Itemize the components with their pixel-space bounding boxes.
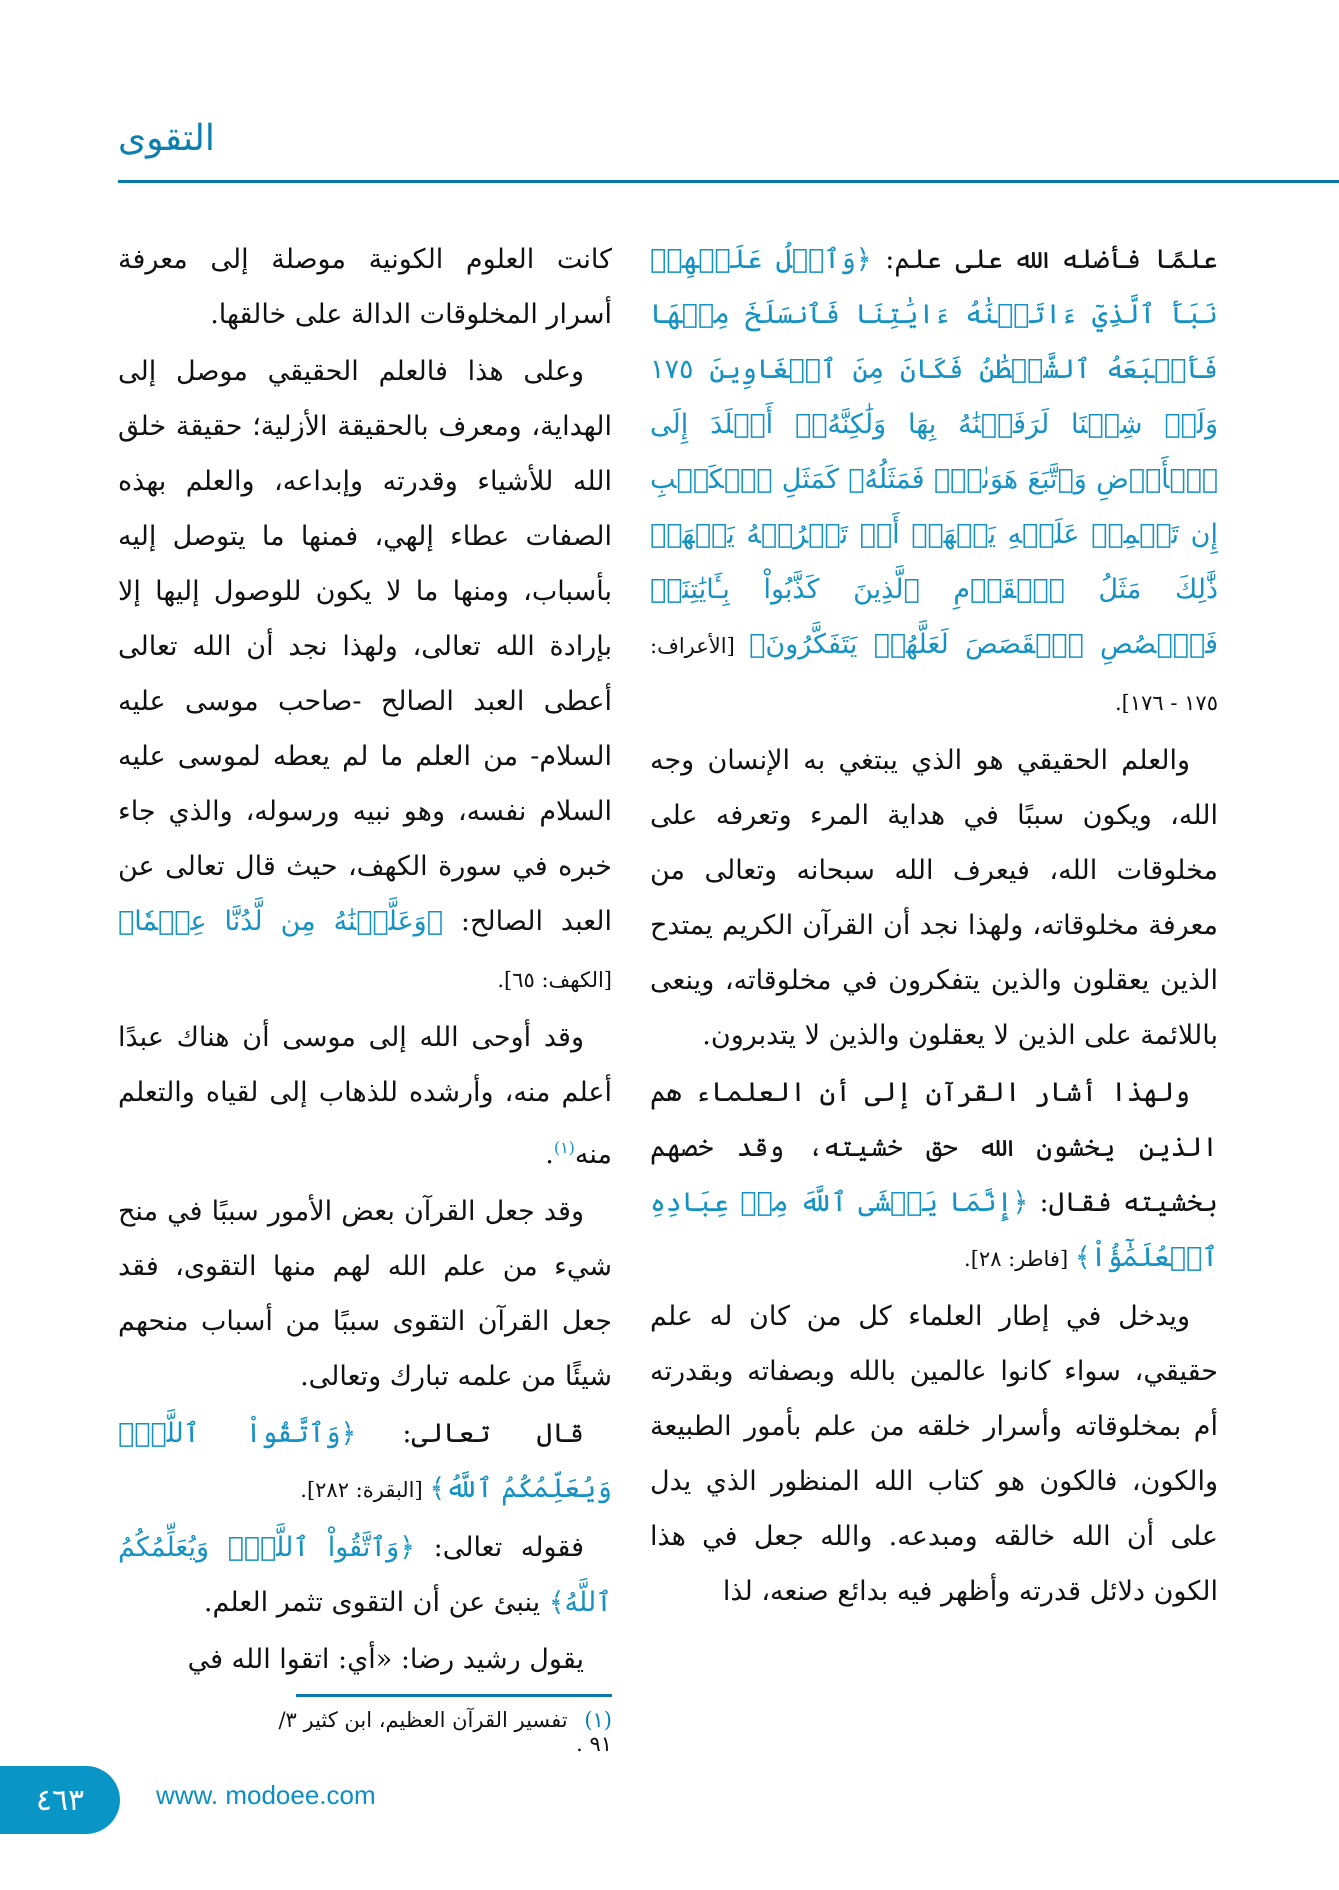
page-number-badge [0,1766,120,1834]
verse-reference: [الكهف: ٦٥]. [497,968,612,992]
body-text: كانت العلوم الكونية موصلة إلى معرفة أسرار المخلوقات الدالة على خالقها. [118,244,612,330]
paragraph [118,1632,612,1687]
footnote-text: تفسير القرآن العظيم، ابن كثير ٣/ ٩١ . [278,1708,612,1756]
body-text: فقوله تعالى: [415,1532,584,1563]
right-column [650,232,1218,1621]
footnote-divider [296,1694,612,1697]
quran-verse: ﴿وَٱتَّقُواْ ٱللَّهَۖ وَيُعَلِّمُكُمُ ٱللَّهُ﴾ [118,1418,612,1504]
body-text: والعلم الحقيقي هو الذي يبتغي به الإنسان وجه الله، ويكون سببًا في هداية المرء وتعرفه على مخلوقات الله، فيعرف الله سبحانه وتعالى من معرفة مخلوقاته، ولهذا نجد أن القرآن الكريم يمتدح الذين يعقلون والذين يتفكرون في مخلوقاته، وينعى باللائمة على الذين لا يعقلون والذين لا يتدبرون. [650,745,1218,1051]
page-title: التقوى [118,118,215,159]
body-text: . [545,1139,554,1170]
body-text: وعلى هذا فالعلم الحقيقي موصل إلى الهداية، ومعرف بالحقيقة الأزلية؛ حقيقة خلق الله للأشياء وقدرته وإبداعه، والعلم بهذه الصفات عطاء إلهي، فمنها ما يتوصل إليه بأسباب، ومنها ما لا يكون للوصول إليها إلا بإرادة الله تعالى، ولهذا نجد أن الله تعالى أعطى العبد الصالح -صاحب موسى عليه السلام- من العلم ما لم يعطه لموسى عليه السلام نفسه، وهو نبيه ورسوله، والذي جاء خبره في سورة الكهف، حيث قال تعالى عن العبد الصالح: [118,356,613,937]
paragraph [118,1184,612,1404]
paragraph [118,232,612,342]
body-text: ولهذا أشار القرآن إلى أن العلماء هم الذين يخشون الله حق خشيته، وقد خصهم بخشيته فقال: [650,1077,1219,1218]
left-column [118,232,612,1689]
footnote-number: (١) [584,1708,612,1732]
footnote [250,1708,612,1756]
paragraph [118,1010,612,1182]
body-text: علمًا فأضله الله على علم: [871,244,1218,275]
body-text: وقد أوحى الله إلى موسى أن هناك عبدًا أعلم منه، وأرشده للذهاب إلى لقياه والتعلم منه [118,1022,612,1170]
body-text: قال تعالى: [356,1418,585,1449]
quran-verse: ﴿إِنَّمَا يَخۡشَى ٱللَّهَ مِنۡ عِبَادِهِ ٱلۡعُلَمَٰٓؤُاْ﴾ [650,1187,1218,1273]
verse-reference: [الأعراف: ١٧٥ - ١٧٦]. [650,634,1218,715]
body-text: ينبئ عن أن التقوى تثمر العلم. [203,1587,549,1618]
page-number: ٤٦٣ [35,1782,85,1818]
header-divider [118,180,1339,183]
quran-verse: ﴿وَٱتۡلُ عَلَيۡهِمۡ نَبَأَ ٱلَّذِيٓ ءَاتَيۡنَٰهُ ءَايَٰتِنَا فَٱنسَلَخَ مِنۡهَا فَأَتۡبَعَهُ ٱلشَّيۡطَٰنُ فَكَانَ مِنَ ٱلۡغَاوِينَ ١٧٥ وَلَوۡ شِئۡنَا لَرَفَعۡنَٰهُ بِهَا وَلَٰكِنَّهُۥٓ أَخۡلَدَ إِلَى ٱلۡأَرۡضِ وَٱتَّبَعَ هَوَىٰهُۚ فَمَثَلُهُۥ كَمَثَلِ ٱلۡكَلۡبِ إِن تَحۡمِلۡ عَلَيۡهِ يَلۡهَثۡ أَوۡ تَتۡرُكۡهُ يَلۡهَثۚ ذَّٰلِكَ مَثَلُ ٱلۡقَوۡمِ ٱلَّذِينَ كَذَّبُواْ بِـَٔايَٰتِنَاۚ فَٱقۡصُصِ ٱلۡقَصَصَ لَعَلَّهُمۡ يَتَفَكَّرُونَ﴾ [650,244,1218,660]
footnote-marker: (١) [553,1138,575,1157]
paragraph [650,1289,1218,1619]
body-text: يقول رشيد رضا: «أي: اتقوا الله في [187,1644,584,1675]
body-text: ويدخل في إطار العلماء كل من كان له علم حقيقي، سواء كانوا عالمين بالله وبصفاته وبقدرته أم بمخلوقاته وأسرار خلقه من علم بأمور الطبيعة والكون، فالكون هو كتاب الله المنظور الذي يدل على أن الله خالقه ومبدعه. والله جعل في هذا الكون دلائل قدرته وأظهر فيه بدائع صنعه، لذا [650,1301,1218,1607]
paragraph [650,232,1218,731]
paragraph [650,1065,1218,1287]
paragraph [650,733,1218,1063]
quran-verse: ﴿وَٱتَّقُواْ ٱللَّهَۖ وَيُعَلِّمُكُمُ ٱللَّهُ﴾ [118,1532,612,1618]
body-text: وقد جعل القرآن بعض الأمور سببًا في منح شيء من علم الله لهم منها التقوى، فقد جعل القرآن التقوى سببًا من أسباب منحهم شيئًا من علمه تبارك وتعالى. [118,1196,612,1392]
website-link[interactable]: www. modoee.com [156,1780,376,1810]
paragraph [118,1520,612,1630]
quran-verse: ﴿وَعَلَّمۡنَٰهُ مِن لَّدُنَّا عِلۡمٗا﴾ [118,906,443,937]
paragraph [118,344,612,1008]
verse-reference: [البقرة: ٢٨٢]. [300,1478,430,1502]
verse-reference: [فاطر: ٢٨]. [964,1247,1075,1271]
paragraph [118,1406,612,1518]
